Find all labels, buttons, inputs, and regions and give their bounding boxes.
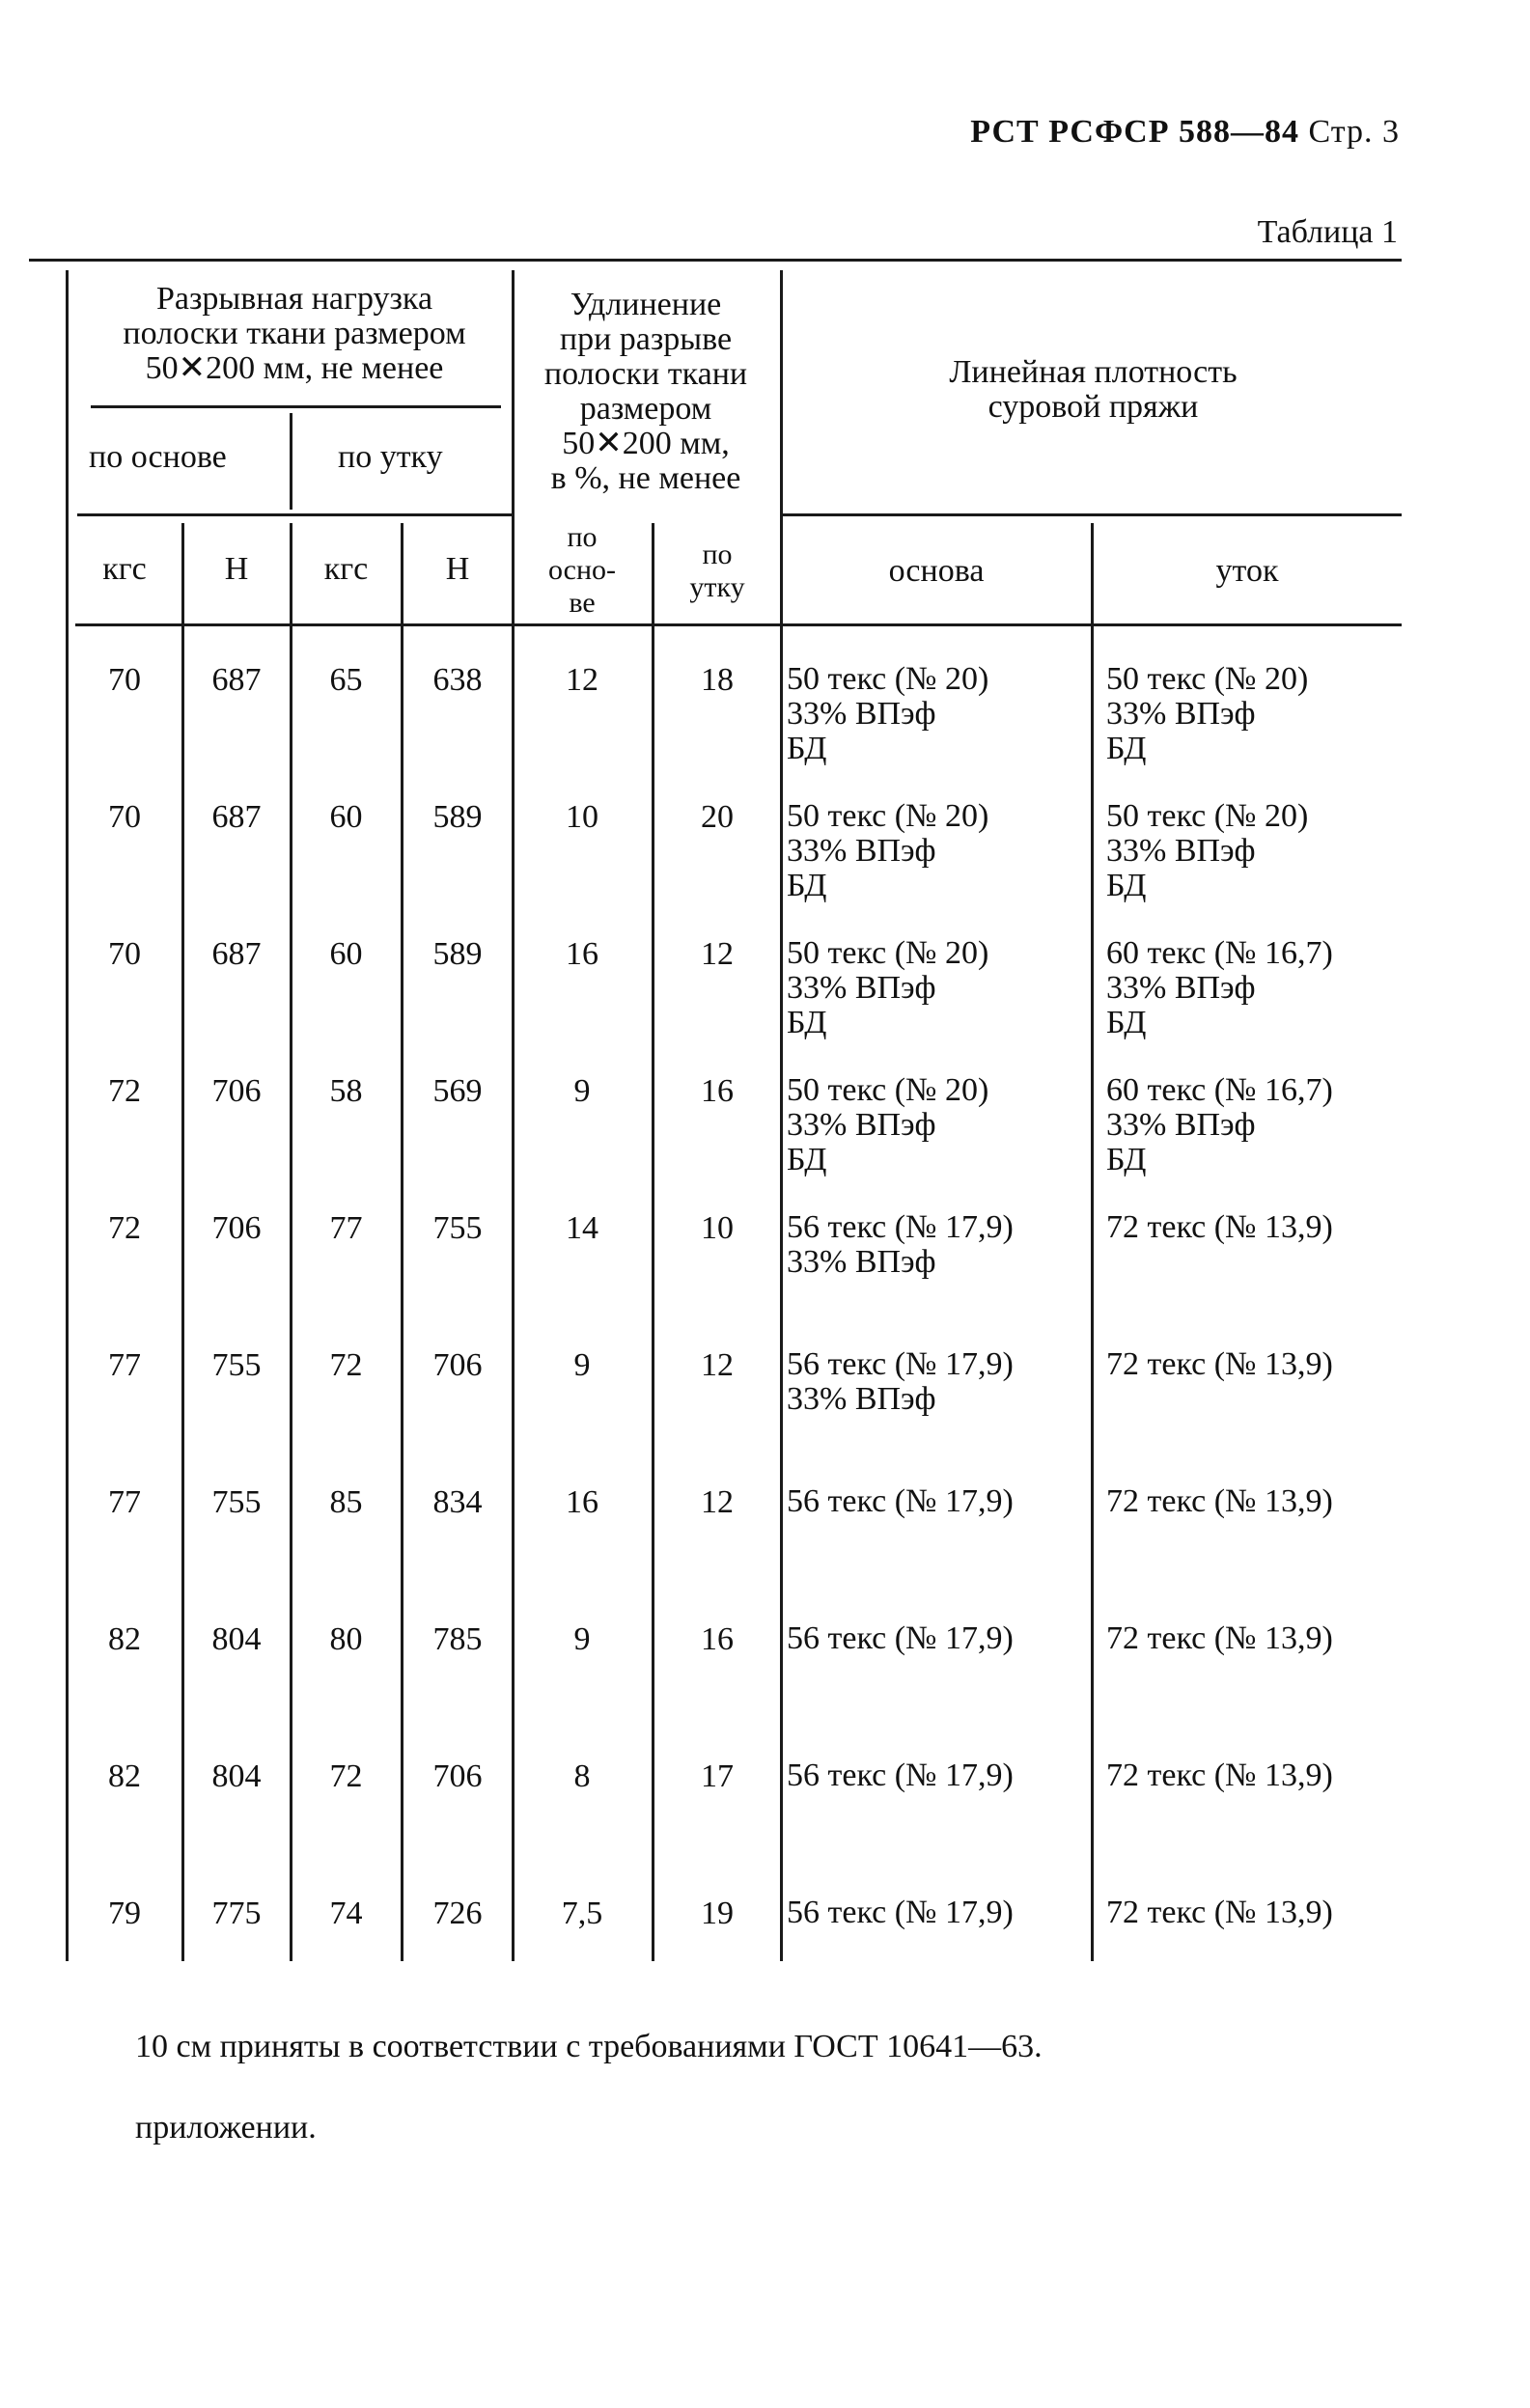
cell-elong-warp: 16 (566, 936, 598, 972)
cell-weft-n: 589 (432, 936, 483, 972)
standard-number: РСТ РСФСР 588—84 (970, 114, 1299, 150)
cell-warp-n: 775 (211, 1896, 262, 1931)
cell-weft-kgs: 65 (329, 662, 363, 698)
cell-elong-weft: 12 (701, 936, 734, 972)
cell-weft-kgs: 74 (329, 1896, 363, 1931)
cell-elong-weft: 12 (701, 1484, 734, 1520)
cell-elong-weft: 20 (701, 799, 734, 835)
cell-warp-kgs: 72 (108, 1073, 141, 1109)
footnote-2: приложении. (135, 2110, 317, 2145)
cell-weft-n: 785 (432, 1621, 483, 1657)
cell-warp-kgs: 82 (108, 1758, 141, 1794)
cell-density-warp: 50 текс (№ 20) 33% ВПэф БД (787, 935, 989, 1040)
header-elong-weft: по утку (689, 539, 745, 603)
cell-weft-n: 569 (432, 1073, 483, 1109)
cell-weft-n: 706 (432, 1347, 483, 1383)
cell-weft-n: 638 (432, 662, 483, 698)
cell-weft-n: 755 (432, 1210, 483, 1246)
cell-density-weft: 72 текс (№ 13,9) (1106, 1346, 1333, 1382)
cell-density-warp: 56 текс (№ 17,9) (787, 1483, 1014, 1519)
header-weft-n: Н (445, 551, 470, 587)
cell-density-warp: 50 текс (№ 20) 33% ВПэф БД (787, 798, 989, 903)
cell-weft-kgs: 72 (329, 1758, 363, 1794)
cell-warp-kgs: 72 (108, 1210, 141, 1246)
cell-elong-weft: 12 (701, 1347, 734, 1383)
cell-density-weft: 60 текс (№ 16,7) 33% ВПэф БД (1106, 1072, 1333, 1177)
cell-density-weft: 72 текс (№ 13,9) (1106, 1758, 1333, 1793)
cell-weft-kgs: 72 (329, 1347, 363, 1383)
cell-density-weft: 60 текс (№ 16,7) 33% ВПэф БД (1106, 935, 1333, 1040)
cell-density-warp: 56 текс (№ 17,9) (787, 1895, 1014, 1930)
header-warp-n: Н (224, 551, 249, 587)
cell-warp-n: 706 (211, 1073, 262, 1109)
cell-density-warp: 56 текс (№ 17,9) (787, 1758, 1014, 1793)
header-weft-kgs: кгс (323, 551, 369, 587)
cell-elong-warp: 9 (573, 1073, 591, 1109)
cell-warp-n: 687 (211, 662, 262, 698)
cell-warp-n: 804 (211, 1758, 262, 1794)
cell-warp-n: 706 (211, 1210, 262, 1246)
cell-warp-kgs: 79 (108, 1896, 141, 1931)
cell-warp-kgs: 70 (108, 936, 141, 972)
cell-elong-weft: 10 (701, 1210, 734, 1246)
cell-weft-n: 834 (432, 1484, 483, 1520)
cell-density-weft: 72 текс (№ 13,9) (1106, 1620, 1333, 1656)
cell-density-warp: 56 текс (№ 17,9) 33% ВПэф (787, 1209, 1014, 1280)
cell-density-weft: 50 текс (№ 20) 33% ВПэф БД (1106, 798, 1309, 903)
cell-warp-n: 804 (211, 1621, 262, 1657)
cell-weft-kgs: 77 (329, 1210, 363, 1246)
cell-density-warp: 56 текс (№ 17,9) (787, 1620, 1014, 1656)
cell-warp-kgs: 77 (108, 1347, 141, 1383)
header-elong-warp: по оснo- ве (547, 521, 617, 619)
cell-warp-n: 687 (211, 799, 262, 835)
header-density-warp: основа (888, 553, 985, 589)
header-breaking-load: Разрывная нагрузка полоски ткани размером 50✕200 мм, не менее (123, 281, 466, 386)
cell-elong-warp: 8 (573, 1758, 591, 1794)
cell-elong-warp: 16 (566, 1484, 598, 1520)
cell-warp-kgs: 77 (108, 1484, 141, 1520)
cell-elong-weft: 16 (701, 1073, 734, 1109)
cell-weft-kgs: 80 (329, 1621, 363, 1657)
footnote-1: 10 см приняты в соответствии с требованиями ГОСТ 10641—63. (135, 2029, 1043, 2064)
cell-weft-n: 589 (432, 799, 483, 835)
cell-density-warp: 56 текс (№ 17,9) 33% ВПэф (787, 1346, 1014, 1417)
cell-warp-n: 755 (211, 1347, 262, 1383)
cell-weft-kgs: 60 (329, 936, 363, 972)
cell-density-warp: 50 текс (№ 20) 33% ВПэф БД (787, 661, 989, 766)
cell-warp-n: 687 (211, 936, 262, 972)
header-density-weft: уток (1215, 553, 1279, 589)
cell-warp-kgs: 70 (108, 799, 141, 835)
cell-weft-kgs: 85 (329, 1484, 363, 1520)
table-caption: Таблица 1 (1257, 214, 1398, 250)
cell-density-weft: 72 текс (№ 13,9) (1106, 1209, 1333, 1245)
cell-elong-warp: 12 (566, 662, 598, 698)
header-linear-density: Линейная плотность суровой пряжи (949, 354, 1238, 425)
cell-elong-warp: 10 (566, 799, 598, 835)
cell-elong-weft: 18 (701, 662, 734, 698)
cell-weft-n: 726 (432, 1896, 483, 1931)
cell-weft-n: 706 (432, 1758, 483, 1794)
cell-elong-warp: 7,5 (561, 1896, 603, 1931)
cell-density-warp: 50 текс (№ 20) 33% ВПэф БД (787, 1072, 989, 1177)
header-warp-kgs: кгс (102, 551, 147, 587)
cell-elong-weft: 17 (701, 1758, 734, 1794)
page-number: Стр. 3 (1308, 114, 1400, 150)
cell-elong-warp: 9 (573, 1621, 591, 1657)
cell-weft-kgs: 58 (329, 1073, 363, 1109)
page-header (970, 114, 1400, 151)
cell-elong-weft: 19 (701, 1896, 734, 1931)
cell-elong-weft: 16 (701, 1621, 734, 1657)
header-load-warp: по основе (89, 439, 227, 475)
header-load-weft: по утку (338, 439, 443, 475)
header-elongation: Удлинение при разрыве полоски ткани размером 50✕200 мм, в %, не менее (543, 287, 748, 496)
cell-density-weft: 50 текс (№ 20) 33% ВПэф БД (1106, 661, 1309, 766)
cell-elong-warp: 14 (566, 1210, 598, 1246)
cell-density-weft: 72 текс (№ 13,9) (1106, 1483, 1333, 1519)
cell-elong-warp: 9 (573, 1347, 591, 1383)
cell-weft-kgs: 60 (329, 799, 363, 835)
cell-warp-kgs: 70 (108, 662, 141, 698)
cell-density-weft: 72 текс (№ 13,9) (1106, 1895, 1333, 1930)
cell-warp-n: 755 (211, 1484, 262, 1520)
cell-warp-kgs: 82 (108, 1621, 141, 1657)
